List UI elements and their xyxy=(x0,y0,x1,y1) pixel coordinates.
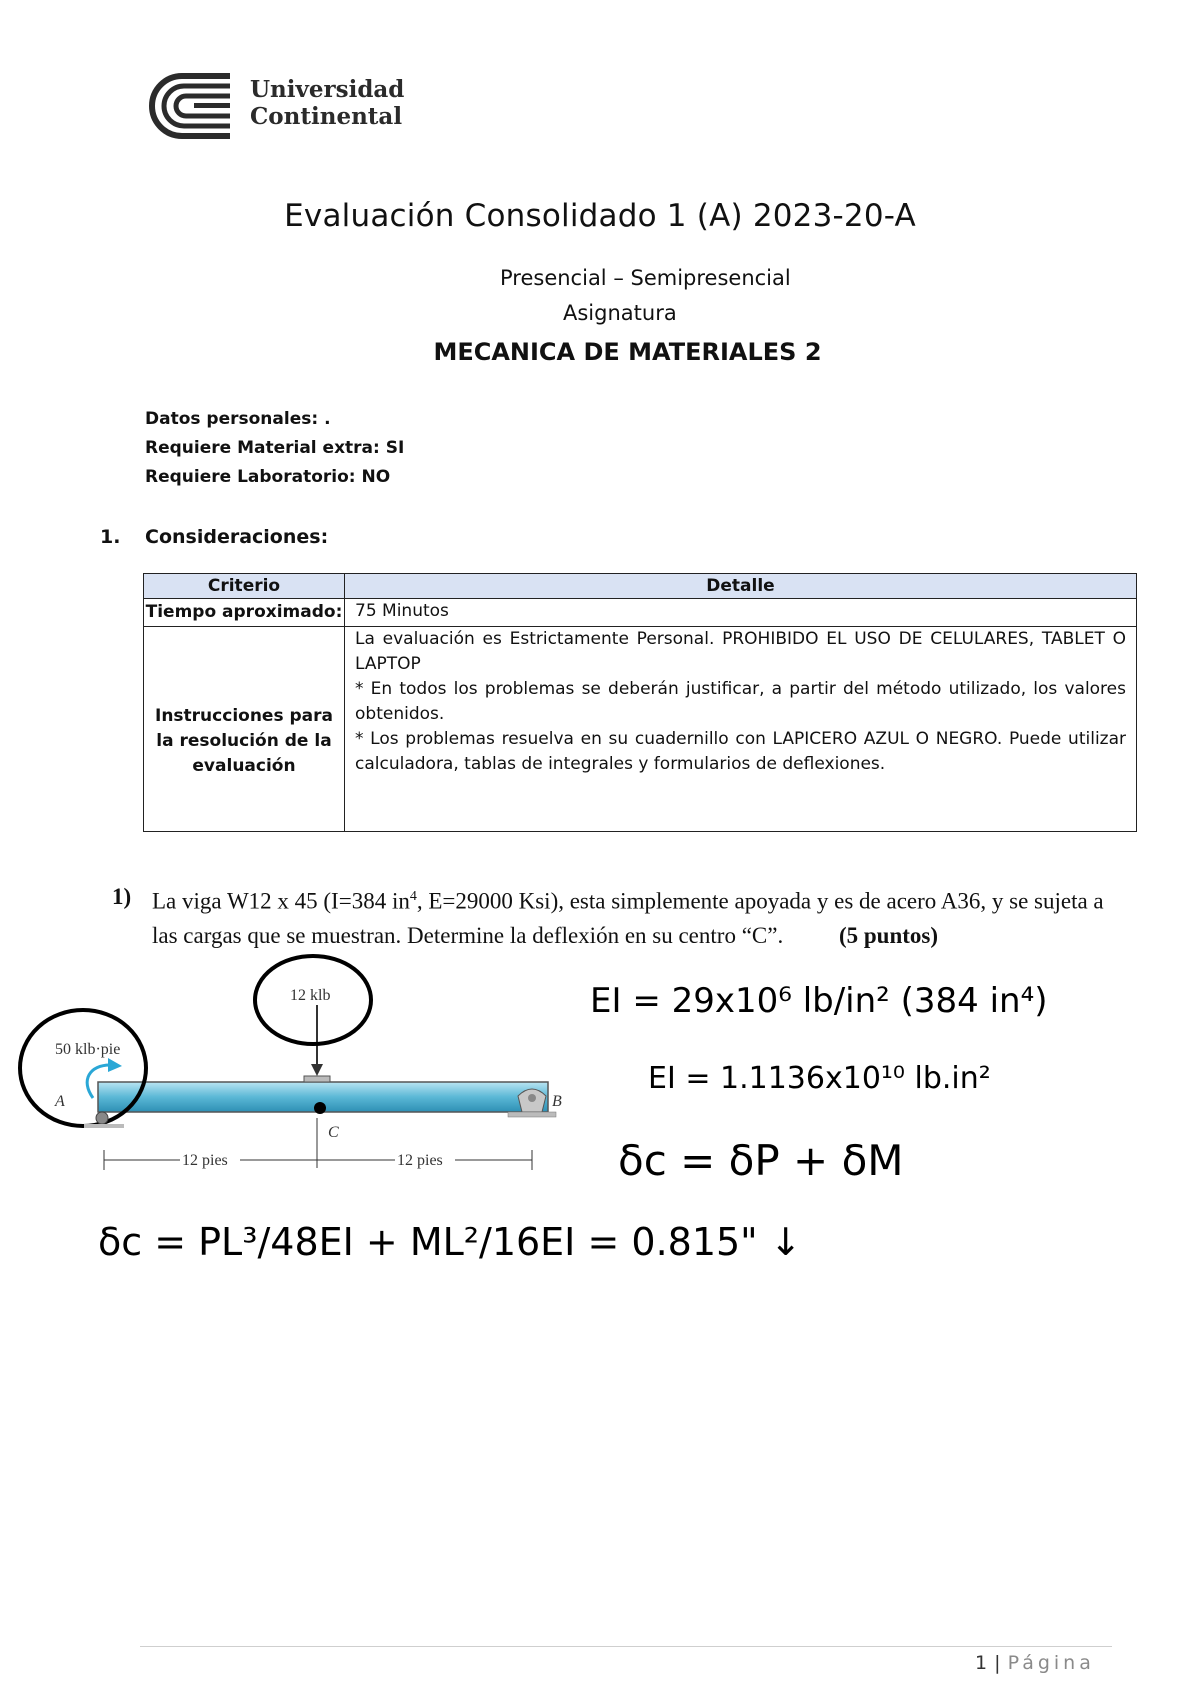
criteria-table xyxy=(143,573,1137,832)
table-header-row xyxy=(144,574,1137,599)
load-arrowhead xyxy=(311,1064,323,1076)
beam-figure xyxy=(0,950,1200,1280)
label-c: C xyxy=(328,1124,339,1141)
point-c xyxy=(314,1102,326,1114)
footer-separator: | xyxy=(994,1652,1002,1674)
university-name xyxy=(250,76,404,130)
label-b: B xyxy=(552,1093,562,1110)
support-a xyxy=(96,1112,108,1124)
problem-points: (5 puntos) xyxy=(838,922,939,948)
header-detalle: Detalle xyxy=(345,574,1137,599)
handwritten-line-4: δc = PL³/48EI + ML²/16EI = 0.815" ↓ xyxy=(98,1220,802,1264)
footer-rule xyxy=(140,1646,1112,1647)
label-a: A xyxy=(55,1093,65,1110)
moment-label: 50 klb·pie xyxy=(55,1041,121,1058)
handwritten-line-3: δc = δP + δM xyxy=(618,1136,904,1185)
extra-material-line: Requiere Material extra: SI xyxy=(145,438,405,458)
problem-text-a: La viga W12 x 45 (I=384 in xyxy=(152,888,410,914)
page-footer xyxy=(975,1652,1095,1674)
section-heading xyxy=(100,526,328,548)
section-number: 1. xyxy=(100,526,121,548)
subject-name: MECANICA DE MATERIALES 2 xyxy=(433,338,822,366)
university-line1: Universidad xyxy=(250,76,405,103)
detail-cell xyxy=(345,627,1137,832)
span-right-label: 12 pies xyxy=(397,1152,443,1169)
personal-data xyxy=(145,405,404,492)
instruction-line: La evaluación es Estrictamente Personal. PROHIBIDO EL USO DE CELULARES, TABLET O LAPTOP xyxy=(355,629,1126,674)
load-plate xyxy=(304,1076,330,1082)
modality: Presencial – Semipresencial xyxy=(500,266,791,290)
subject-label: Asignatura xyxy=(563,301,677,325)
table-row xyxy=(144,599,1137,627)
laboratory-line: Requiere Laboratorio: NO xyxy=(145,467,391,487)
moment-circle-mark xyxy=(20,1010,146,1126)
problem-statement xyxy=(112,880,1122,953)
ground-a xyxy=(84,1124,124,1128)
handwritten-line-2: EI = 1.1136x10¹⁰ lb.in² xyxy=(648,1061,991,1096)
problem-text-b: , E=29000 Ksi), esta simplemente apoyada y es de acero A36, y se sujeta a las cargas que se muestran. Determine la deflexión en su centro “C”. xyxy=(152,888,1104,948)
moment-arrowhead xyxy=(108,1058,122,1072)
detail-cell: 75 Minutos xyxy=(345,599,1137,627)
instruction-line: * En todos los problemas se deberán justificar, a partir del método utilizado, los valores obtenidos. xyxy=(355,679,1126,724)
load-label: 12 klb xyxy=(290,987,331,1004)
span-left-label: 12 pies xyxy=(182,1152,228,1169)
personal-data-line: Datos personales: . xyxy=(145,409,331,429)
section-title: Consideraciones: xyxy=(145,526,329,548)
page-number: 1 xyxy=(975,1652,988,1674)
support-b-pin xyxy=(528,1094,536,1102)
problem-number: 1) xyxy=(112,884,132,909)
criterion-cell: Instrucciones para la resolución de la evaluación xyxy=(144,627,345,832)
criterion-cell: Tiempo aproximado: xyxy=(144,599,345,627)
exponent: 4 xyxy=(409,889,417,904)
page-label: Página xyxy=(1007,1652,1095,1674)
university-line2: Continental xyxy=(250,103,403,130)
exam-title: Evaluación Consolidado 1 (A) 2023-20-A xyxy=(284,198,916,234)
ground-b xyxy=(508,1112,556,1117)
instruction-line: * Los problemas resuelva en su cuadernillo con LAPICERO AZUL O NEGRO. Puede utilizar calculadora, tablas de integrales y formularios de deflexiones. xyxy=(355,729,1126,774)
header-criterio: Criterio xyxy=(144,574,345,599)
handwritten-line-1: EI = 29x10⁶ lb/in² (384 in⁴) xyxy=(590,981,1048,1021)
table-row xyxy=(144,627,1137,832)
